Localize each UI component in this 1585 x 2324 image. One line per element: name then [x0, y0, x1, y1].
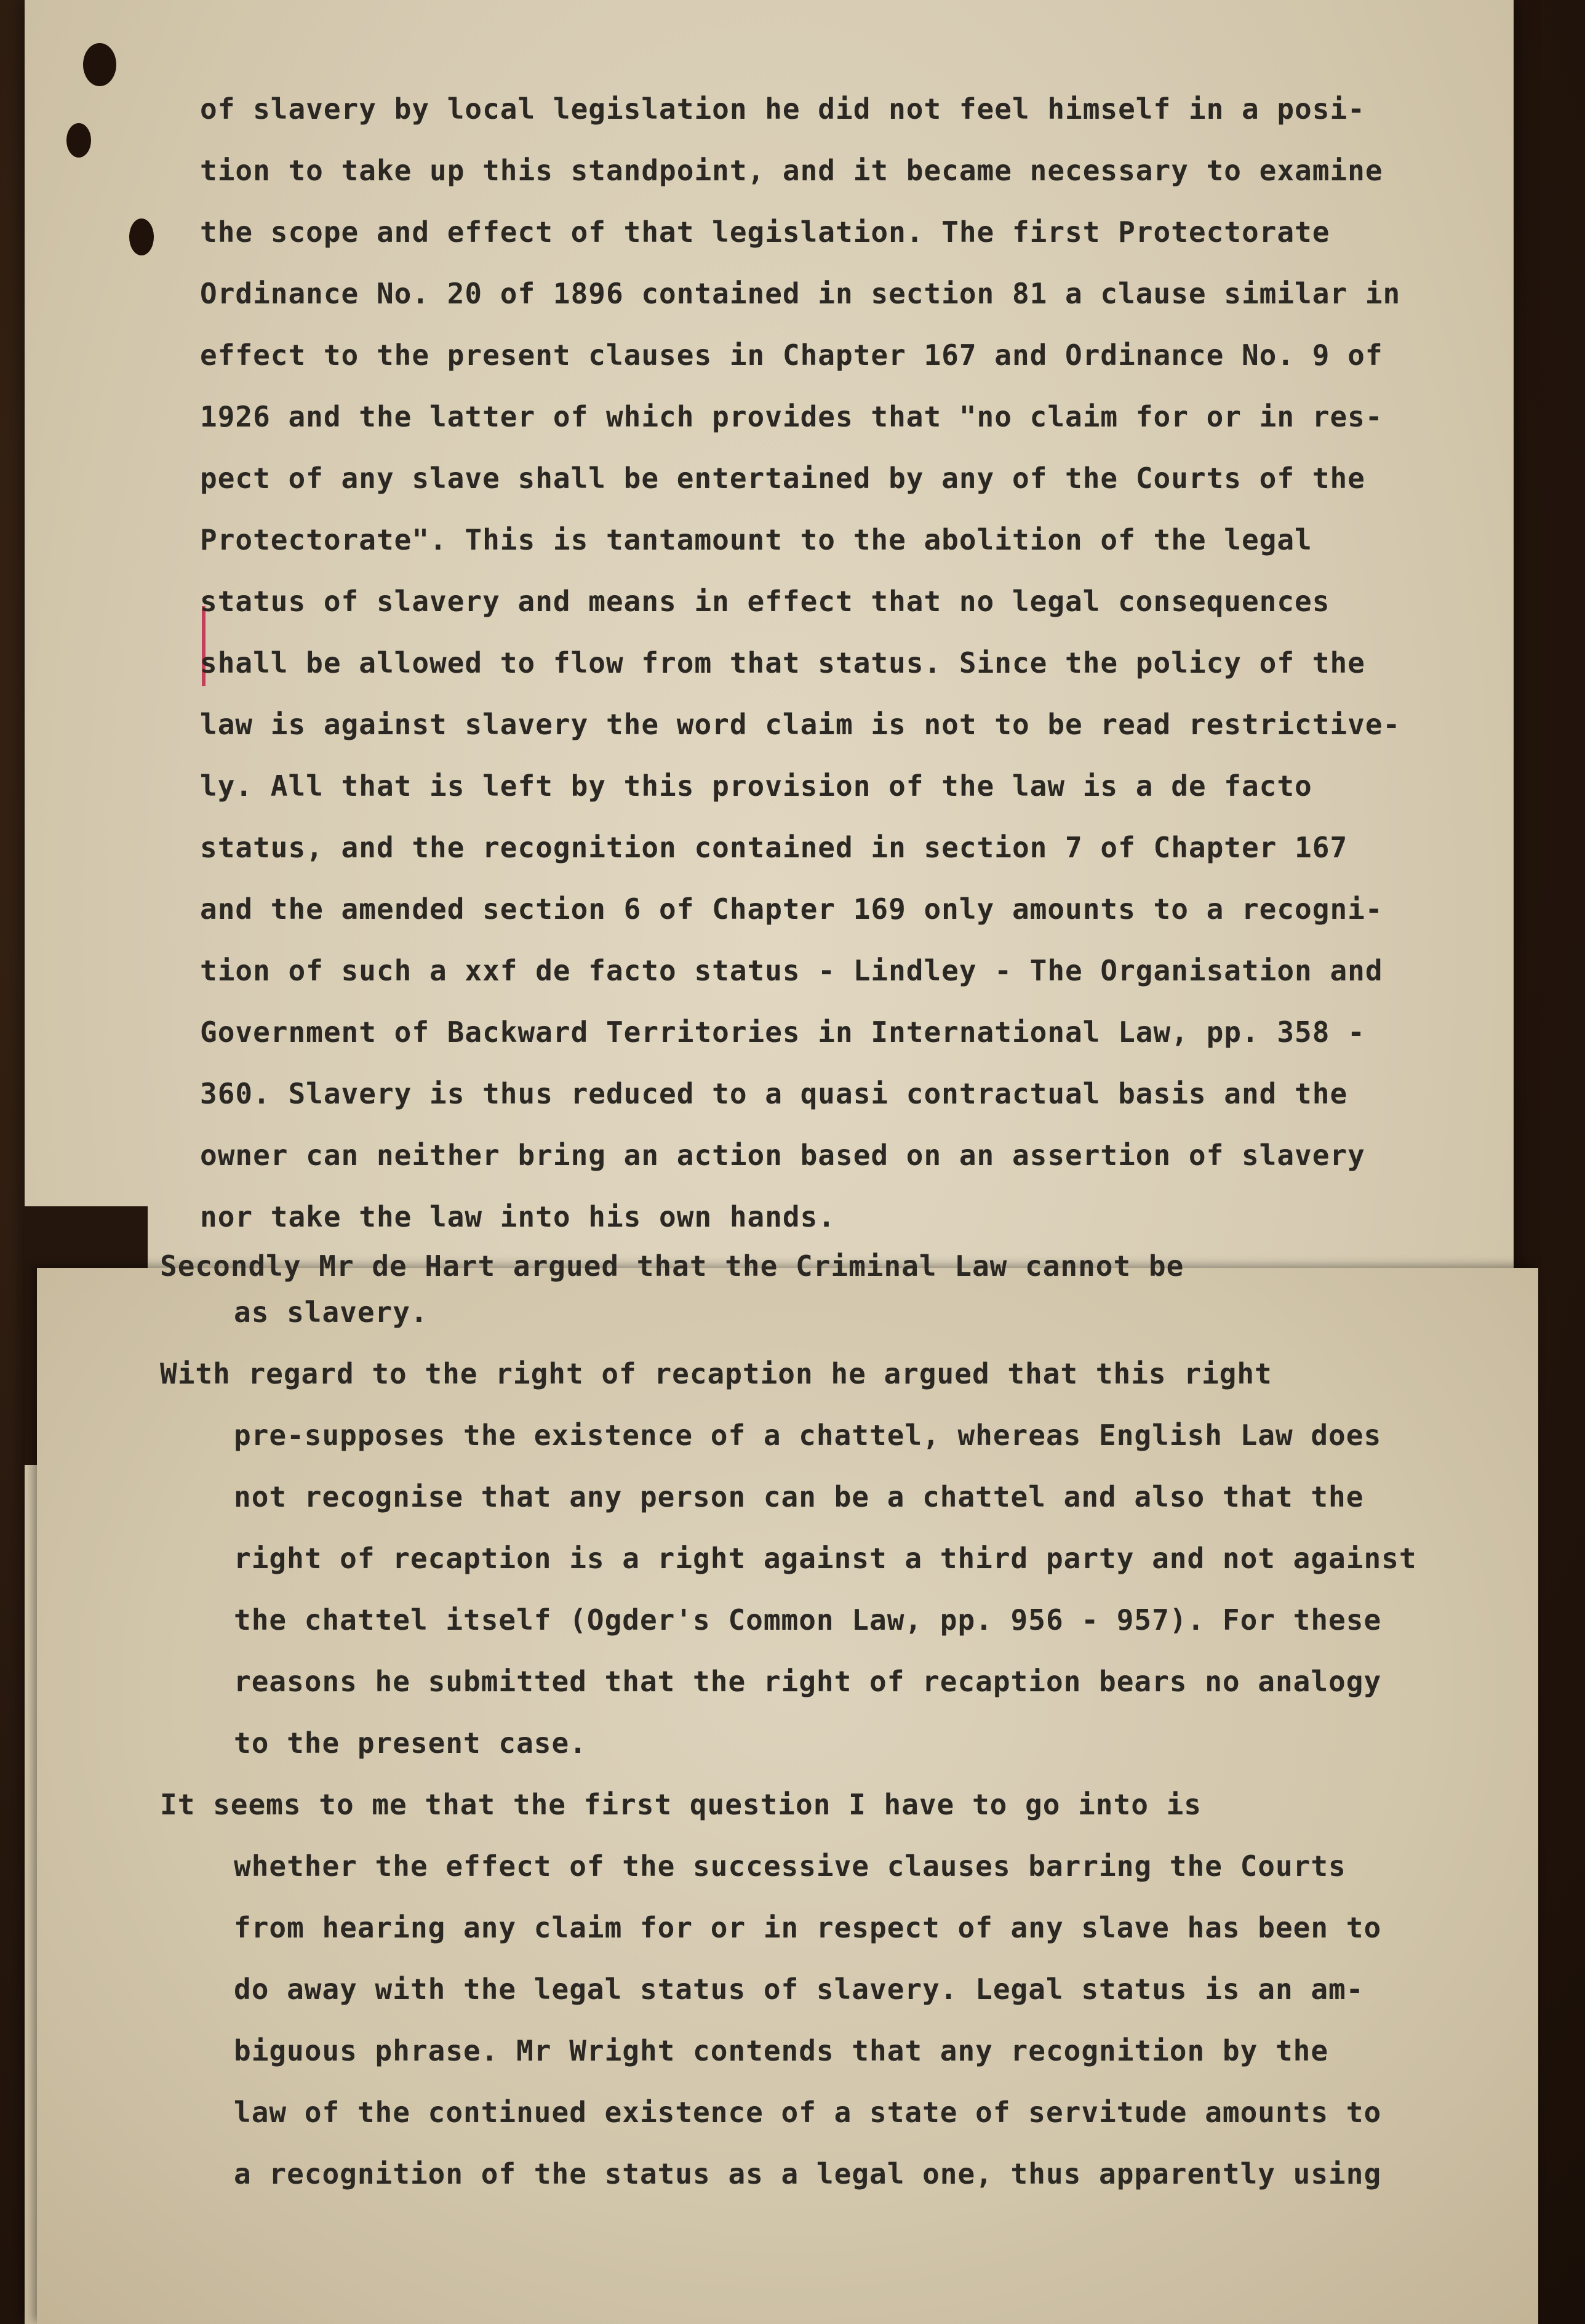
lower-sheet: [37, 1249, 1538, 2324]
text-line: owner can neither bring an action based on an assertion of slavery: [200, 1139, 1365, 1172]
text-line: of slavery by local legislation he did not feel himself in a posi-: [200, 92, 1365, 126]
text-line: not recognise that any person can be a chattel and also that the: [234, 1480, 1364, 1513]
punch-hole: [129, 218, 154, 255]
text-line: the chattel itself (Ogder's Common Law, pp. 956 - 957). For these: [234, 1603, 1382, 1637]
text-line: to the present case.: [234, 1726, 587, 1760]
text-line: pre-supposes the existence of a chattel, whereas English Law does: [234, 1419, 1382, 1452]
text-line: from hearing any claim for or in respect of any slave has been to: [234, 1911, 1382, 1944]
text-line: a recognition of the status as a legal one, thus apparently using: [234, 2157, 1382, 2190]
text-line: do away with the legal status of slavery. Legal status is an am-: [234, 1973, 1364, 2006]
text-line: Ordinance No. 20 of 1896 contained in section 81 a clause similar in: [200, 277, 1401, 310]
text-line: effect to the present clauses in Chapter 167 and Ordinance No. 9 of: [200, 339, 1383, 372]
text-line: nor take the law into his own hands.: [200, 1200, 836, 1233]
text-line: shall be allowed to flow from that status. Since the policy of the: [200, 646, 1365, 679]
punch-hole: [83, 43, 116, 86]
text-line: 360. Slavery is thus reduced to a quasi contractual basis and the: [200, 1077, 1348, 1110]
text-line: the scope and effect of that legislation. The first Protectorate: [200, 215, 1330, 249]
text-line: Protectorate". This is tantamount to the abolition of the legal: [200, 523, 1312, 556]
text-line: Secondly Mr de Hart argued that the Criminal Law cannot be: [160, 1249, 1184, 1283]
text-line: as slavery.: [234, 1296, 428, 1329]
text-line: tion to take up this standpoint, and it became necessary to examine: [200, 154, 1383, 187]
text-line: ly. All that is left by this provision of the law is a de facto: [200, 769, 1312, 803]
text-line: status, and the recognition contained in section 7 of Chapter 167: [200, 831, 1348, 864]
text-line: With regard to the right of recaption he argued that this right: [160, 1357, 1272, 1390]
text-line: tion of such a xxf de facto status - Lindley - The Organisation and: [200, 954, 1383, 987]
text-line: right of recaption is a right against a third party and not against: [234, 1542, 1417, 1575]
punch-hole: [66, 123, 91, 158]
text-line: biguous phrase. Mr Wright contends that any recognition by the: [234, 2034, 1329, 2067]
text-line: It seems to me that the first question I have to go into is: [160, 1788, 1202, 1821]
text-line: reasons he submitted that the right of recaption bears no analogy: [234, 1665, 1382, 1698]
text-line: law is against slavery the word claim is not to be read restrictive-: [200, 708, 1401, 741]
text-line: Government of Backward Territories in International Law, pp. 358 -: [200, 1016, 1365, 1049]
text-line: status of slavery and means in effect that no legal consequences: [200, 585, 1330, 618]
text-line: pect of any slave shall be entertained by any of the Courts of the: [200, 462, 1365, 495]
text-line: and the amended section 6 of Chapter 169 only amounts to a recogni-: [200, 892, 1383, 926]
text-line: whether the effect of the successive clauses barring the Courts: [234, 1849, 1346, 1883]
text-line: 1926 and the latter of which provides that "no claim for or in res-: [200, 400, 1383, 433]
upper-sheet: [25, 0, 1514, 1268]
text-line: law of the continued existence of a state of servitude amounts to: [234, 2096, 1382, 2129]
